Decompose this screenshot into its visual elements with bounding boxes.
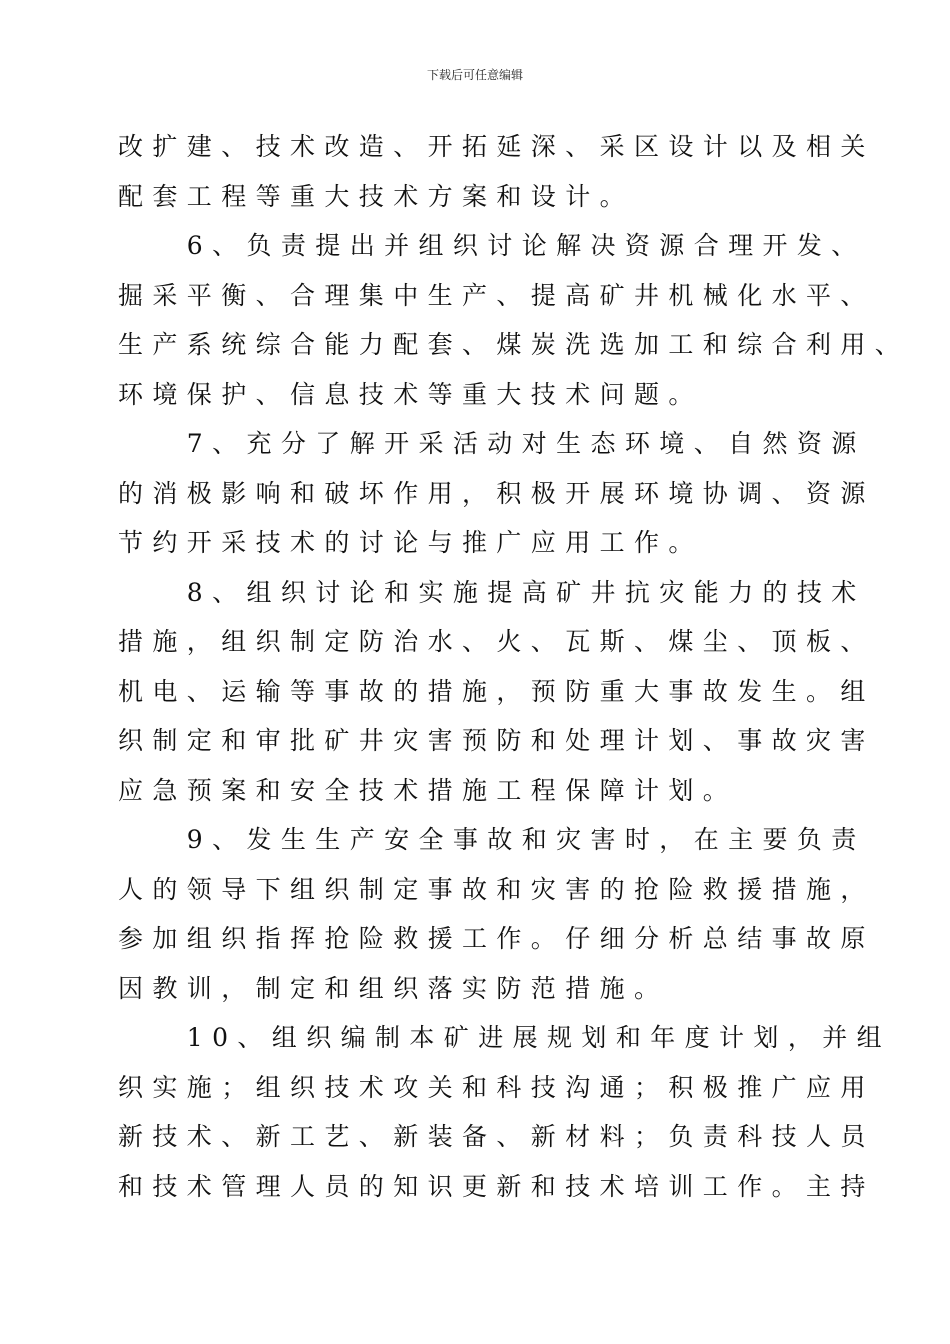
- text-line: 9、发生生产安全事故和灾害时，在主要负责: [118, 825, 866, 854]
- text-line: 环境保护、信息技术等重大技术问题。: [118, 379, 703, 409]
- text-line: 人的领导下组织制定事故和灾害的抢险救援措施，: [118, 874, 875, 904]
- text-line: 因教训，制定和组织落实防范措施。: [118, 973, 669, 1003]
- text-line: 机电、运输等事故的措施，预防重大事故发生。组: [118, 676, 875, 706]
- text-line: 节约开采技术的讨论与推广应用工作。: [118, 528, 703, 557]
- text-line: 10、组织编制本矿进展规划和年度计划，并组: [118, 1023, 892, 1052]
- text-line: 织制定和审批矿井灾害预防和处理计划、事故灾害: [118, 726, 875, 755]
- page-header: 下载后可任意编辑: [426, 68, 523, 82]
- text-line: 措施，组织制定防治水、火、瓦斯、煤尘、顶板、: [118, 627, 875, 656]
- text-line: 和技术管理人员的知识更新和技术培训工作。主持: [118, 1171, 875, 1201]
- document-body: [118, 122, 910, 1211]
- text-line: 掘采平衡、合理集中生产、提高矿井机械化水平、: [118, 280, 875, 310]
- text-line: 应急预案和安全技术措施工程保障计划。: [118, 775, 738, 805]
- text-line: 新技术、新工艺、新装备、新材料；负责科技人员: [118, 1122, 875, 1151]
- text-line: 生产系统综合能力配套、煤炭洗选加工和综合利用、: [118, 330, 910, 359]
- text-line: 改扩建、技术改造、开拓延深、采区设计以及相关: [118, 132, 875, 161]
- text-line: 织实施；组织技术攻关和科技沟通；积极推广应用: [118, 1072, 875, 1102]
- text-line: 的消极影响和破坏作用，积极开展环境协调、资源: [118, 478, 875, 508]
- text-line: 8、组织讨论和实施提高矿井抗灾能力的技术: [118, 577, 866, 607]
- text-line: 配套工程等重大技术方案和设计。: [118, 181, 635, 211]
- text-line: 6、负责提出并组织讨论解决资源合理开发、: [118, 231, 866, 260]
- text-line: 参加组织指挥抢险救援工作。仔细分析总结事故原: [118, 924, 875, 953]
- text-line: 7、充分了解开采活动对生态环境、自然资源: [118, 429, 866, 458]
